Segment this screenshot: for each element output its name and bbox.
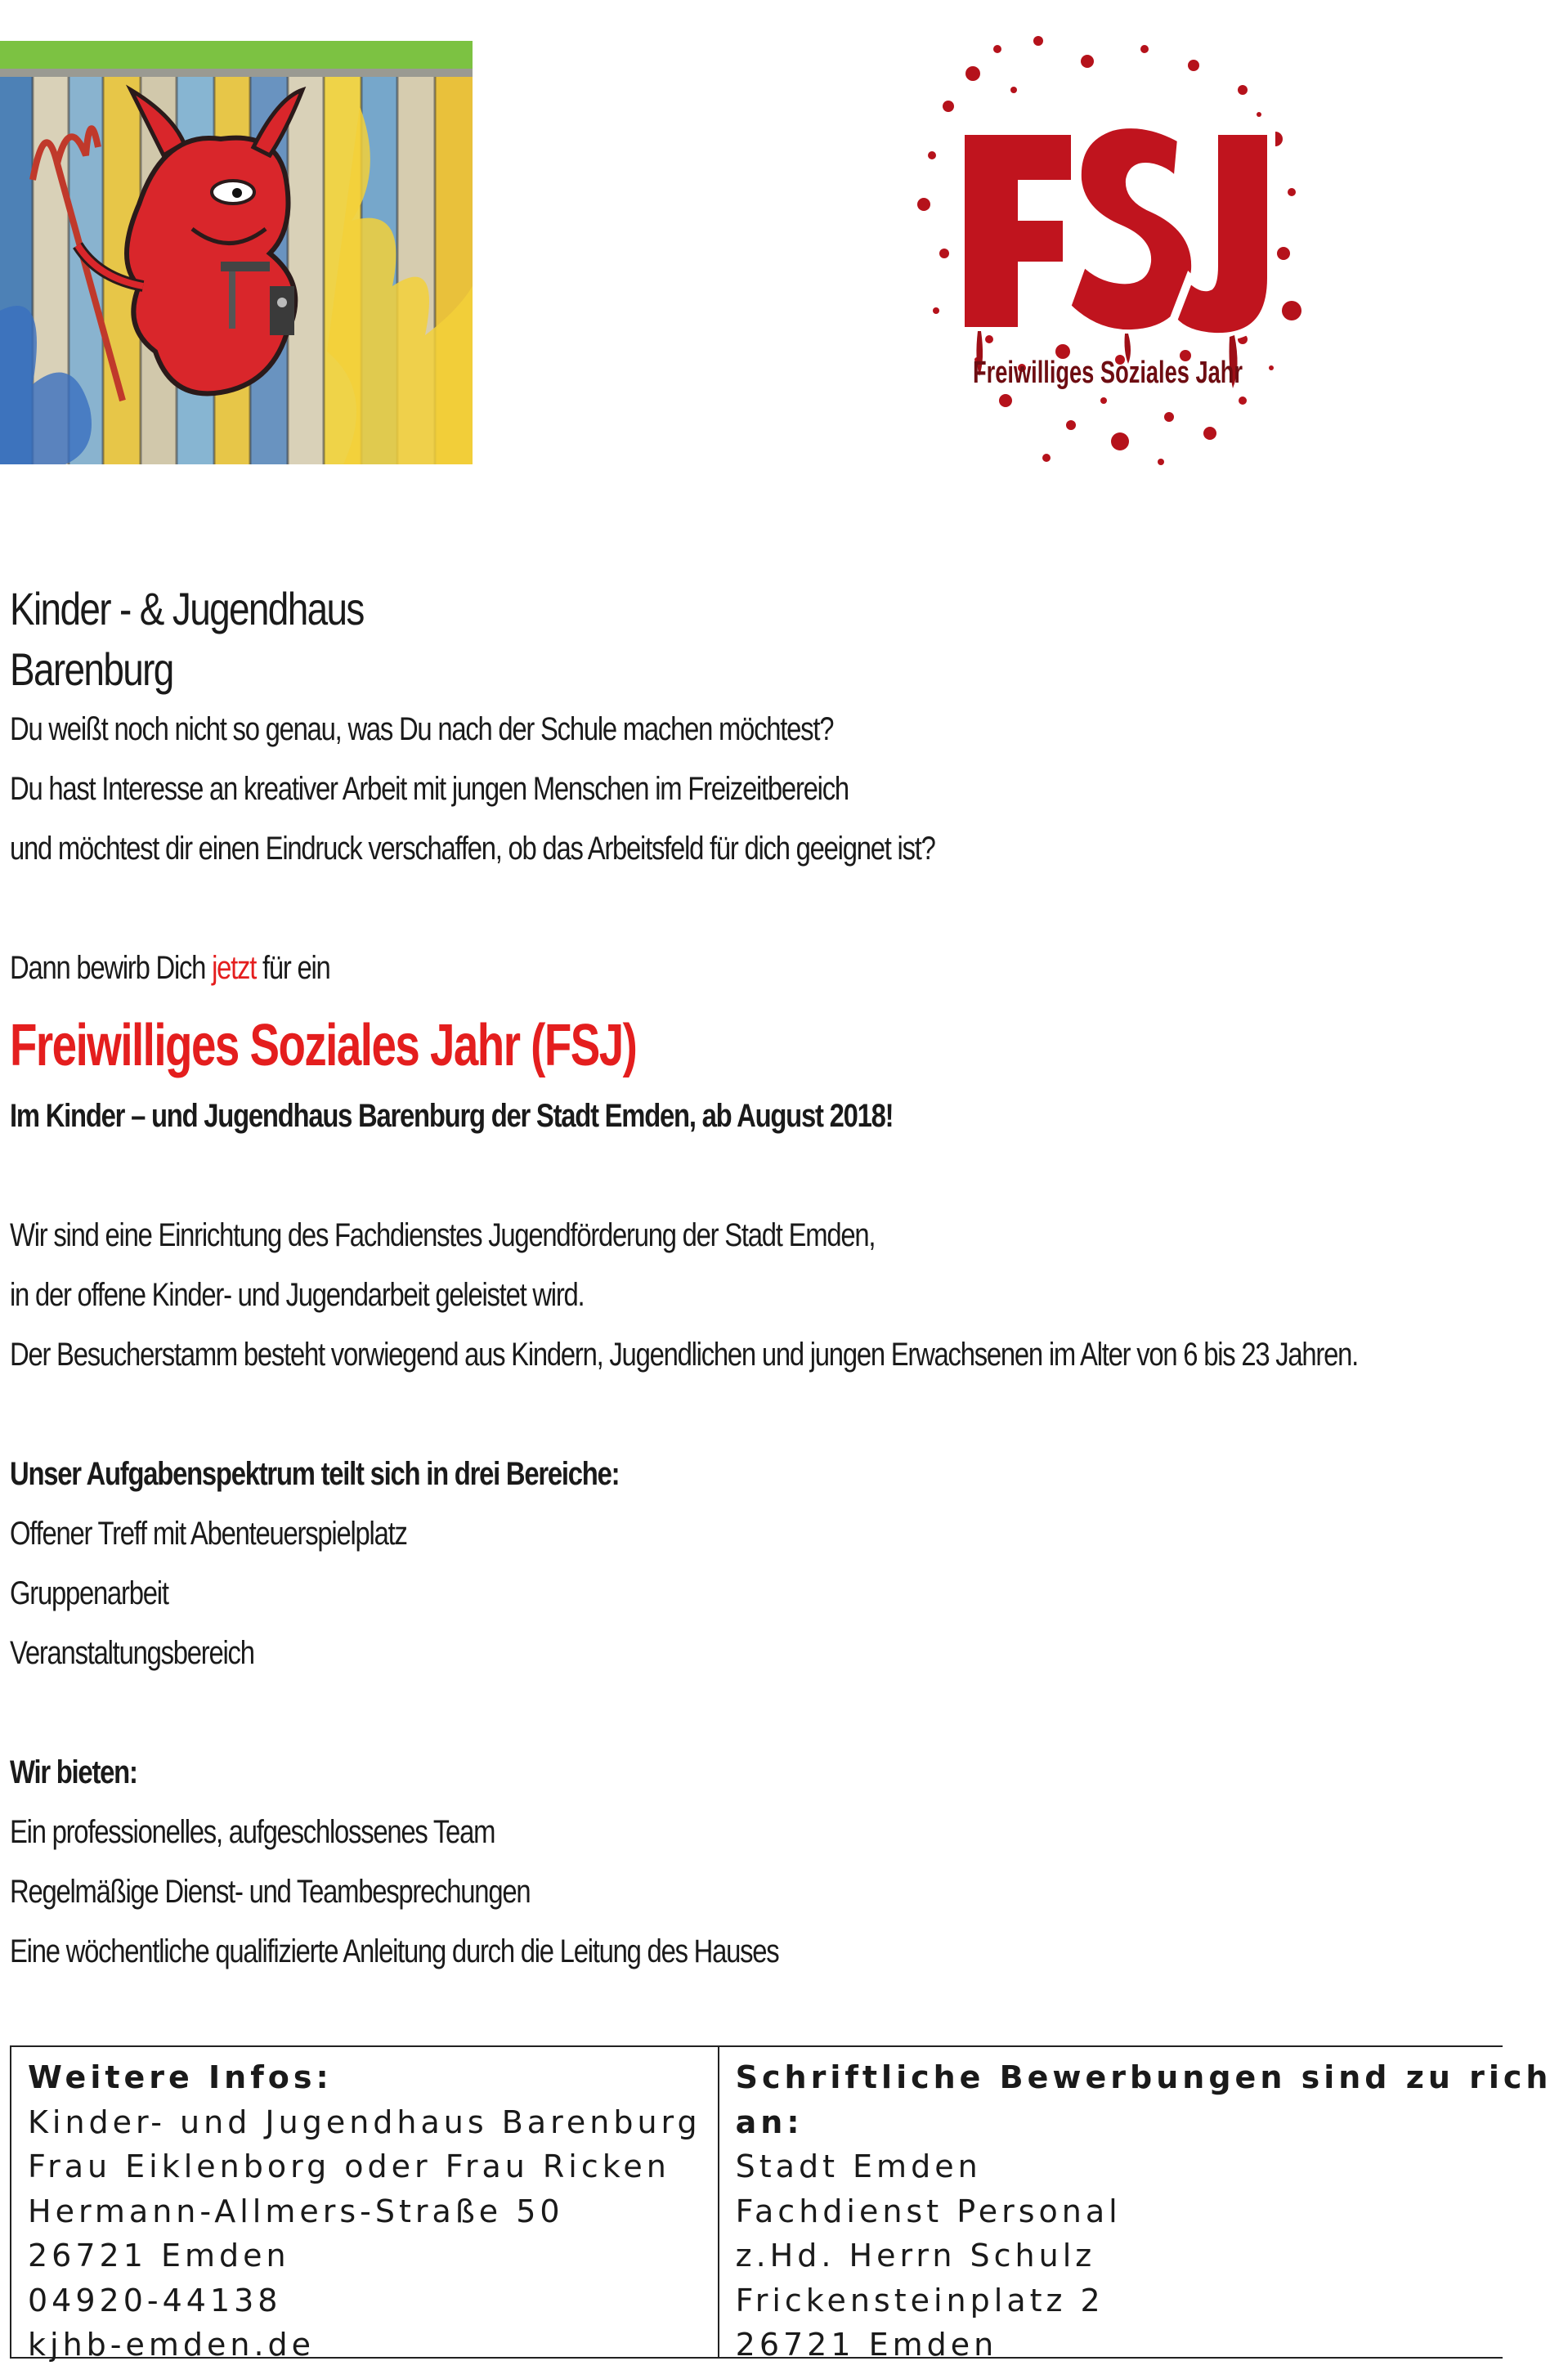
contact-table xyxy=(10,2045,1552,2363)
address-line: z.Hd. Herrn Schulz xyxy=(735,2238,1096,2274)
info-phone: 04920-44138 xyxy=(28,2282,282,2318)
question-3: und möchtest dir einen Eindruck verschaffen, ob das Arbeitsfeld für dich geeignet ist? xyxy=(10,831,935,867)
address-line: Frickensteinplatz 2 xyxy=(735,2282,1104,2318)
org-name-line2: Barenburg xyxy=(10,643,173,695)
application-heading-line2: an: xyxy=(735,2103,804,2140)
info-line: Kinder- und Jugendhaus Barenburg xyxy=(28,2103,701,2140)
more-info-cell xyxy=(11,2047,719,2363)
address-line: 26721 Emden xyxy=(735,2327,998,2363)
fsj-logo xyxy=(899,16,1324,474)
info-website: kjhb-emden.de xyxy=(28,2327,316,2363)
apply-highlight: jetzt xyxy=(212,950,257,986)
sub-headline: Im Kinder – und Jugendhaus Barenburg der Stadt Emden, ab August 2018! xyxy=(10,1098,894,1134)
tasks-heading: Unser Aufgabenspektrum teilt sich in drei Bereiche: xyxy=(10,1456,620,1492)
info-line: Frau Eiklenborg oder Frau Ricken xyxy=(28,2148,670,2184)
question-2: Du hast Interesse an kreativer Arbeit mit jungen Menschen im Freizeitbereich xyxy=(10,771,849,807)
about-line: Wir sind eine Einrichtung des Fachdienstes Jugendförderung der Stadt Emden, xyxy=(10,1217,876,1253)
question-1: Du weißt noch nicht so genau, was Du nach der Schule machen möchtest? xyxy=(10,711,834,747)
apply-text-post: für ein xyxy=(256,950,330,986)
flyer-body xyxy=(10,579,1481,1982)
fsj-splatter-logo-icon xyxy=(899,16,1324,474)
apply-line xyxy=(10,939,1216,998)
info-line: Hermann-Allmers-Straße 50 xyxy=(28,2193,564,2229)
task-item: Offener Treff mit Abenteuerspielplatz xyxy=(10,1516,407,1552)
application-address-cell xyxy=(719,2047,1568,2363)
offer-item: Regelmäßige Dienst- und Teambesprechungen xyxy=(10,1874,531,1910)
logo-caption: Freiwilliges Soziales Jahr xyxy=(973,356,1243,390)
task-item: Veranstaltungsbereich xyxy=(10,1635,254,1671)
graffiti-devil-door-icon xyxy=(0,41,473,464)
graffiti-photo xyxy=(0,41,473,464)
task-item: Gruppenarbeit xyxy=(10,1575,168,1611)
more-info-heading: Weitere Infos: xyxy=(28,2059,333,2095)
logo-letters xyxy=(1324,16,1325,17)
address-line: Stadt Emden xyxy=(735,2148,982,2184)
offer-heading: Wir bieten: xyxy=(10,1754,137,1790)
about-line: in der offene Kinder- und Jugendarbeit geleistet wird. xyxy=(10,1277,585,1313)
application-heading-line1: Schriftliche Bewerbungen sind zu rich xyxy=(735,2059,1552,2095)
offer-item: Eine wöchentliche qualifizierte Anleitung durch die Leitung des Hauses xyxy=(10,1933,779,1969)
apply-text-pre: Dann bewirb Dich xyxy=(10,950,213,986)
main-headline: Freiwilliges Soziales Jahr (FSJ) xyxy=(10,1013,637,1078)
address-line: Fachdienst Personal xyxy=(735,2193,1122,2229)
info-line: 26721 Emden xyxy=(28,2238,290,2274)
about-line: Der Besucherstamm besteht vorwiegend aus Kindern, Jugendlichen und jungen Erwachsenen im Alter von 6 bis 23 Jahren. xyxy=(10,1337,1359,1373)
org-name-line1: Kinder - & Jugendhaus xyxy=(10,583,364,634)
offer-item: Ein professionelles, aufgeschlossenes Team xyxy=(10,1814,495,1850)
